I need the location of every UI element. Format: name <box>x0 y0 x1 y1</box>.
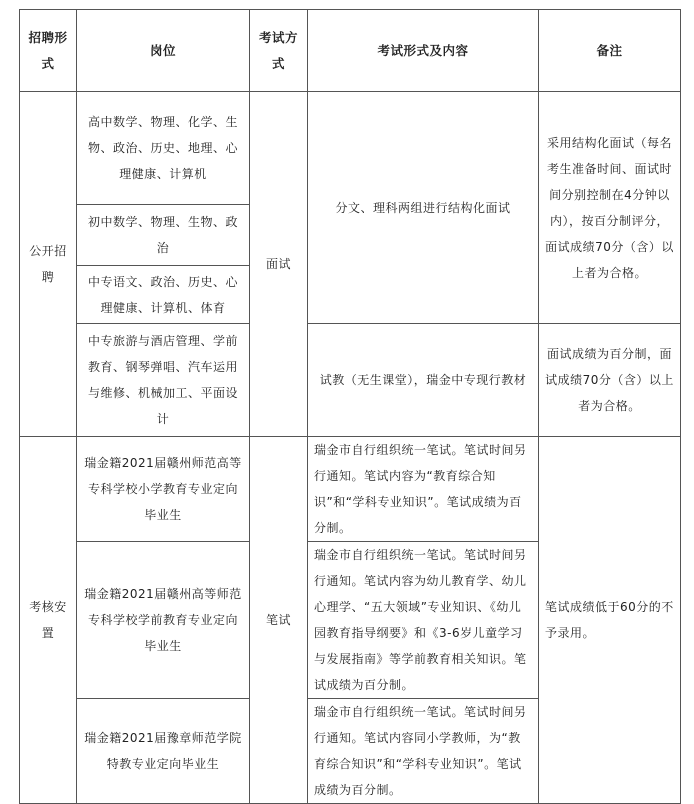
public-position-4: 中专旅游与酒店管理、学前教育、钢琴弹唱、汽车运用与维修、机械加工、平面设计 <box>77 324 250 437</box>
public-note-b: 面试成绩为百分制，面试成绩70分（含）以上者为合格。 <box>539 324 681 437</box>
assess-position-2: 瑞金籍2021届赣州高等师范专科学校学前教育专业定向毕业生 <box>77 542 250 699</box>
header-type: 招聘形式 <box>20 10 77 92</box>
assess-content-3: 瑞金市自行组织统一笔试。笔试时间另行通知。笔试内容同小学教师，为“教育综合知识”和“学科专业知识”。笔试成绩为百分制。 <box>308 699 539 804</box>
assess-content-1: 瑞金市自行组织统一笔试。笔试时间另行通知。笔试内容为“教育综合知识”和“学科专业知识”。笔试成绩为百分制。 <box>308 437 539 542</box>
assess-note: 笔试成绩低于60分的不予录用。 <box>539 437 681 804</box>
assess-content-2: 瑞金市自行组织统一笔试。笔试时间另行通知。笔试内容为幼儿教育学、幼儿心理学、“五大领域”专业知识、《幼儿园教育指导纲要》和《3-6岁儿童学习与发展指南》等学前教育相关知识。笔试成绩为百分制。 <box>308 542 539 699</box>
public-note-a: 采用结构化面试（每名考生准备时间、面试时间分别控制在4分钟以内），按百分制评分，面试成绩70分（含）以上者为合格。 <box>539 92 681 324</box>
assess-position-1: 瑞金籍2021届赣州师范高等专科学校小学教育专业定向毕业生 <box>77 437 250 542</box>
table-row <box>20 92 681 205</box>
recruitment-table <box>19 9 681 804</box>
header-method: 考试方式 <box>250 10 308 92</box>
header-note: 备注 <box>539 10 681 92</box>
public-position-1: 高中数学、物理、化学、生物、政治、历史、地理、心理健康、计算机 <box>77 92 250 205</box>
header-content: 考试形式及内容 <box>308 10 539 92</box>
public-content-a: 分文、理科两组进行结构化面试 <box>308 92 539 324</box>
header-position: 岗位 <box>77 10 250 92</box>
assess-position-3: 瑞金籍2021届豫章师范学院特教专业定向毕业生 <box>77 699 250 804</box>
public-type: 公开招聘 <box>20 92 77 437</box>
public-content-b: 试教（无生课堂），瑞金中专现行教材 <box>308 324 539 437</box>
table-row <box>20 324 681 437</box>
table-row <box>20 437 681 542</box>
assess-method: 笔试 <box>250 437 308 804</box>
public-method: 面试 <box>250 92 308 437</box>
public-position-2: 初中数学、物理、生物、政治 <box>77 205 250 266</box>
header-row <box>20 10 681 92</box>
public-position-3: 中专语文、政治、历史、心理健康、计算机、体育 <box>77 266 250 324</box>
assess-type: 考核安置 <box>20 437 77 804</box>
